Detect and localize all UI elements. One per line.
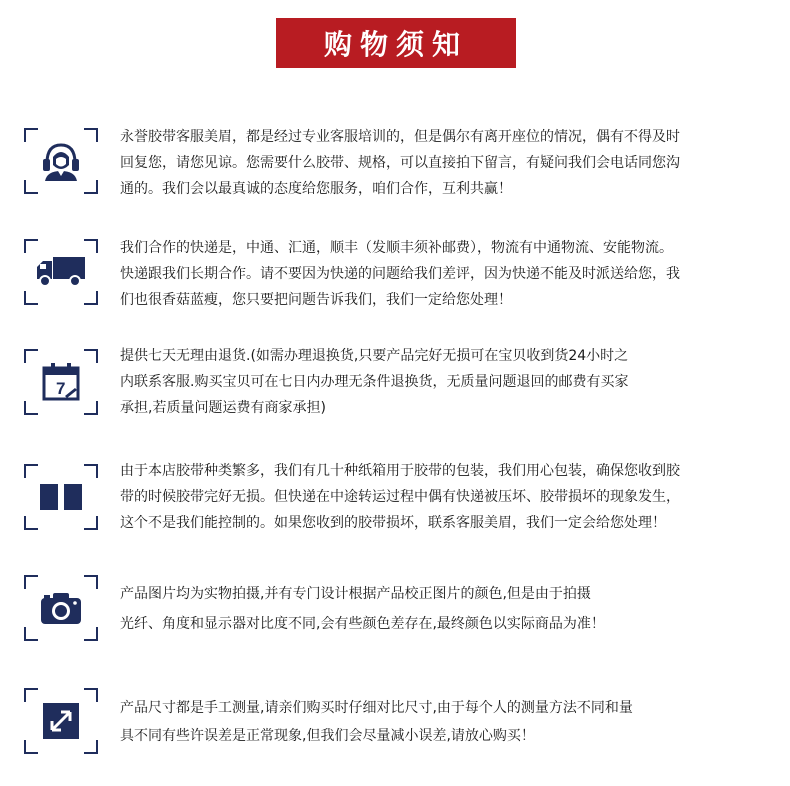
icon-frame — [24, 688, 98, 754]
svg-text:7: 7 — [56, 379, 66, 398]
section-text: 提供七天无理由退货.(如需办理退换货,只要产品完好无损可在宝贝收到货24小时之 内联系客服.购买宝贝可在七日内办理无条件退换货，无质量问题退回的邮费有买家 承担,若质量问题运费有商家承担) — [120, 348, 629, 416]
page-title: 购物须知 — [276, 18, 516, 68]
camera-icon — [39, 590, 83, 626]
icon-frame — [24, 575, 98, 641]
package-box-icon — [38, 482, 84, 512]
icon-frame — [24, 349, 98, 415]
section-text: 产品图片均为实物拍摄,并有专门设计根据产品校正图片的颜色,但是由于拍摄 光纤、角度和显示器对比度不同,会有些颜色差存在,最终颜色以实际商品为准！ — [120, 586, 605, 632]
section-text: 永誉胶带客服美眉，都是经过专业客服培训的，但是偶尔有离开座位的情况，偶有不得及时 回复您，请您见谅。您需要什么胶带、规格，可以直接拍下留言，有疑问我们会电话同您沟 通的。我们会以最真诚的态度给您服务，咱们合作，互利共赢！ — [120, 129, 680, 197]
section-text: 产品尺寸都是手工测量,请亲们购买时仔细对比尺寸,由于每个人的测量方法不同和量 具不同有些许误差是正常现象,但我们会尽量减小误差,请放心购买！ — [120, 700, 633, 744]
section-text: 由于本店胶带种类繁多，我们有几十种纸箱用于胶带的包装，我们用心包装，确保您收到胶 带的时候胶带完好无损。但快递在中途转运过程中偶有快递被压坏、胶带损坏的现象发生， 这个不是我们能控制的。如果您收到的胶带损坏，联系客服美眉，我们一定会给您处理！ — [120, 463, 680, 531]
section-text: 我们合作的快递是，中通、汇通，顺丰（发顺丰须补邮费），物流有中通物流、安能物流。 快递跟我们长期合作。请不要因为快递的问题给我们差评，因为快递不能及时派送给您，我 们也很香菇蓝瘦，您只要把问题告诉我们，我们一定给您处理！ — [120, 240, 680, 308]
delivery-truck-icon — [35, 255, 87, 289]
customer-service-icon — [39, 139, 83, 183]
calendar-icon — [41, 362, 81, 402]
icon-frame — [24, 464, 98, 530]
resize-arrow-icon — [41, 701, 81, 741]
icon-frame — [24, 239, 98, 305]
icon-frame — [24, 128, 98, 194]
